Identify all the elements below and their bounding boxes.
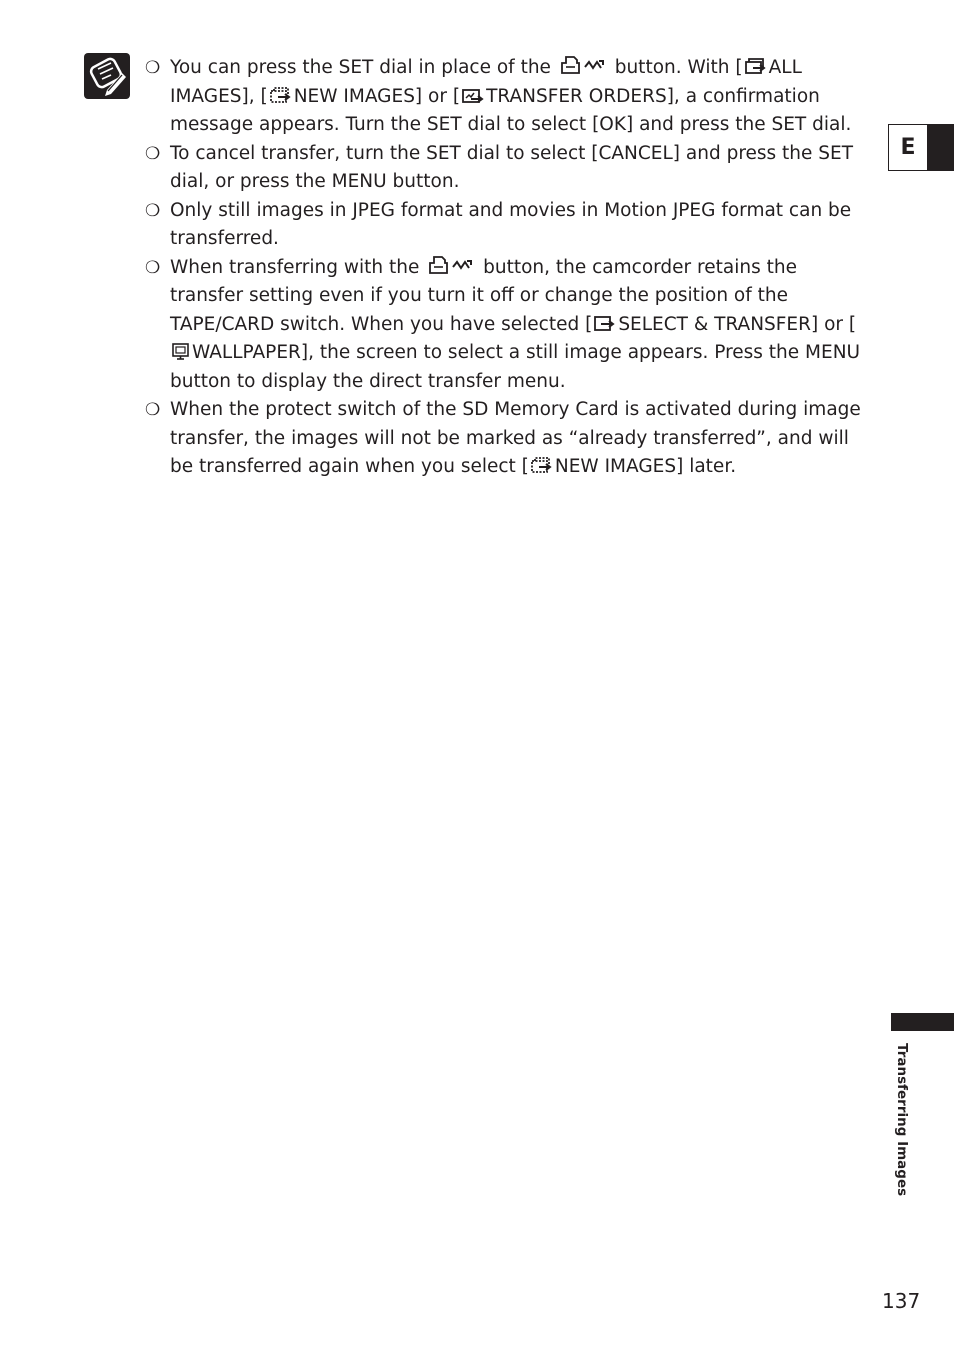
transfer-orders-icon: [461, 86, 485, 104]
bullet: ❍: [145, 257, 161, 278]
transfer-new-images-icon: [269, 86, 293, 104]
note-item: ❍ Only still images in JPEG format and movies in Motion JPEG format can be transferred.: [145, 197, 870, 254]
note-item: ❍ When the protect switch of the SD Memory Card is activated during image transfer, the images will not be marked as “already transferred”, and will be transferred again when you select [ NEW IMAGES] later.: [145, 396, 870, 482]
transfer-all-images-icon: [744, 57, 768, 75]
print-share-button-icon: [426, 255, 476, 275]
bullet: ❍: [145, 58, 161, 78]
section-marker-bar: [891, 1013, 954, 1031]
bullet: ❍: [145, 200, 161, 221]
language-tab: [888, 124, 954, 171]
print-share-button-icon: [558, 55, 608, 75]
section-label: Transferring Images: [894, 1043, 910, 1197]
notes-list: [145, 54, 870, 482]
bullet: ❍: [145, 400, 161, 420]
transfer-new-images-icon: [530, 456, 554, 474]
page-number: 137: [882, 1289, 921, 1313]
language-tab-label: E: [888, 124, 928, 171]
note-pencil-icon: [84, 53, 130, 99]
select-and-transfer-icon: [593, 314, 617, 332]
wallpaper-icon: [171, 342, 191, 360]
language-tab-fill: [928, 124, 954, 171]
bullet: ❍: [145, 143, 161, 164]
note-item: ❍ When transferring with the button, the camcorder retains the transfer setting even if you turn it off or change the position of the TAPE/CARD switch. When you have selected [ SELECT & TRANSFER] or [ WALLPAPER], the screen to select a still image appears. Press the MENU button to display the direct transfer menu.: [145, 254, 870, 397]
note-item: ❍ To cancel transfer, turn the SET dial to select [CANCEL] and press the SET dial, or press the MENU button.: [145, 140, 870, 197]
note-item: ❍ You can press the SET dial in place of the button. With [ ALL IMAGES], [ NEW IMAGES] or [ TRANSFER ORDERS], a confirmation message appears. Turn the SET dial to select [OK] and press the SET dial.: [145, 54, 870, 140]
